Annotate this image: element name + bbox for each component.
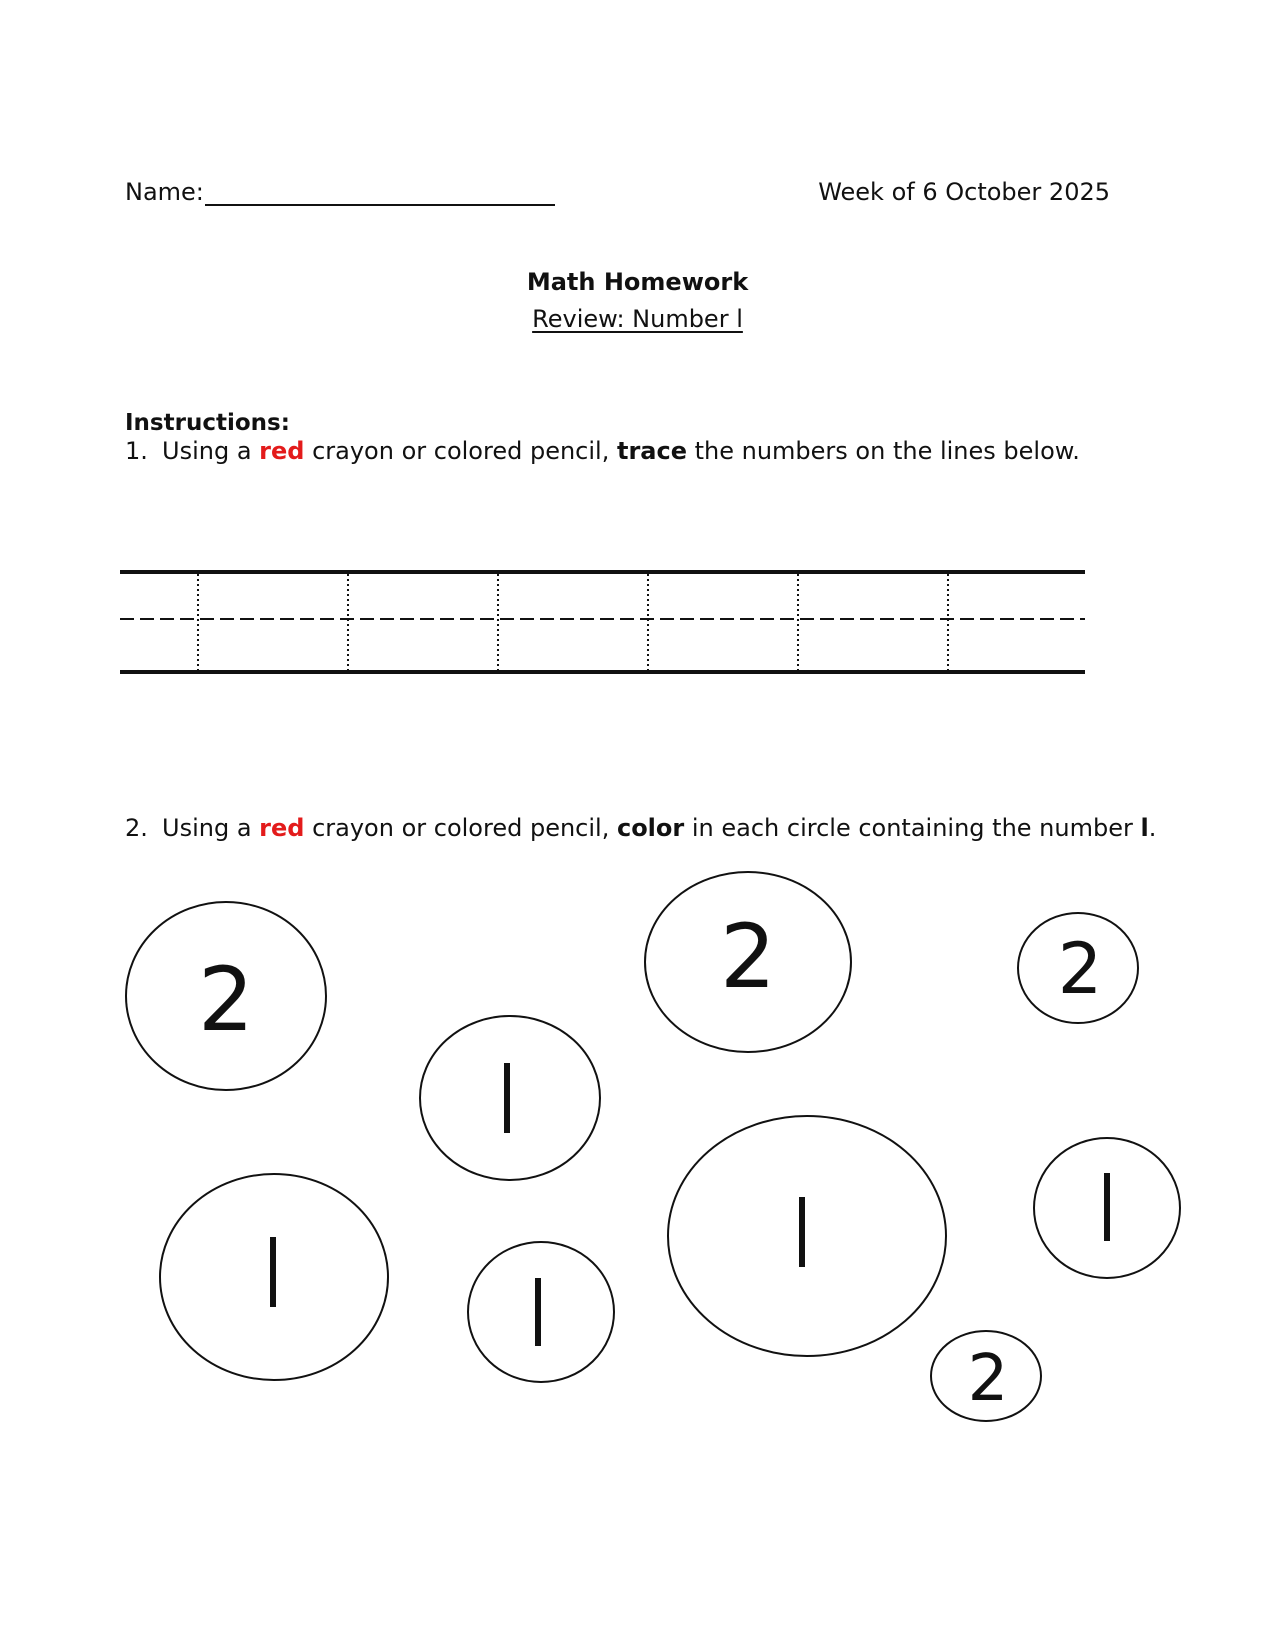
tracing-lines[interactable] [120,560,1105,690]
week-date: Week of 6 October 2025 [818,178,1110,206]
circle-1-label: 2 [198,948,254,1051]
circle-9[interactable] [931,1331,1041,1421]
name-blank-line[interactable] [205,180,555,206]
instruction-2-mid: crayon or colored pencil, [304,814,617,842]
page-title: Math Homework [526,268,749,296]
instruction-2-target: l [1140,814,1149,842]
instruction-2-pre: Using a [162,814,260,842]
instruction-2-number: 2. [125,814,148,842]
name-field[interactable] [125,178,555,206]
instruction-1-post: the numbers on the lines below. [686,437,1080,465]
instruction-1-pre: Using a [162,437,260,465]
circle-7[interactable] [668,1116,946,1356]
circle-5[interactable] [160,1174,388,1380]
page-subtitle [0,305,1275,333]
circle-6[interactable] [468,1242,614,1382]
circle-1[interactable] [126,902,326,1090]
instruction-1 [125,437,1080,465]
instruction-2-post: in each circle containing the number [684,814,1141,842]
circle-2[interactable] [420,1016,600,1180]
instruction-1-number: 1. [125,437,148,465]
circle-3-label: 2 [720,905,776,1008]
instruction-2 [125,814,1156,842]
circle-4[interactable] [1018,913,1138,1023]
name-label: Name: [125,178,204,206]
instruction-1-red-word: red [259,437,305,465]
circle-9-label: 2 [967,1342,1009,1416]
instruction-1-bold-word: trace [616,437,687,465]
circle-3[interactable] [645,872,851,1052]
instruction-2-bold-word: color [616,814,685,842]
circle-8[interactable] [1034,1138,1180,1278]
instructions-heading: Instructions: [125,410,290,436]
number-circles [0,860,1275,1460]
circle-4-label: 2 [1057,928,1103,1010]
subtitle-text: Review: Number l [532,305,743,333]
instruction-2-red-word: red [259,814,305,842]
instruction-1-mid: crayon or colored pencil, [304,437,617,465]
instruction-2-end: . [1148,814,1157,842]
